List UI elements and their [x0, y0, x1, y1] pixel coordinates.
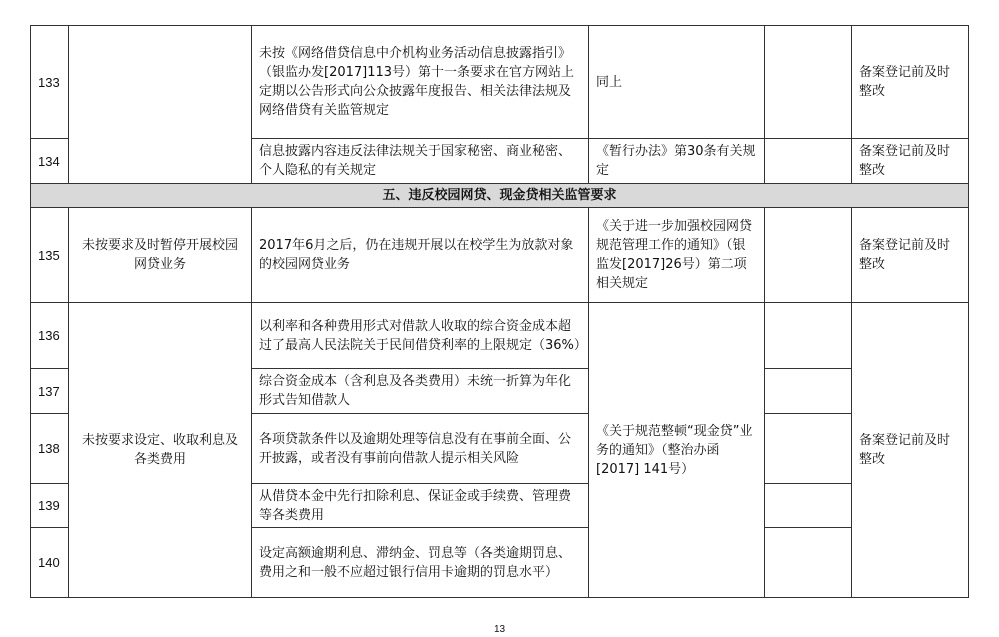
blank-cell	[765, 369, 852, 414]
content-cell: 信息披露内容违反法律法规关于国家秘密、商业秘密、个人隐私的有关规定	[252, 139, 589, 184]
blank-cell	[765, 528, 852, 598]
remedy-cell: 备案登记前及时整改	[852, 139, 969, 184]
content-cell: 设定高额逾期利息、滞纳金、罚息等（各类逾期罚息、费用之和一般不应超过银行信用卡逾期的罚息水平）	[252, 528, 589, 598]
basis-cell: 《暂行办法》第30条有关规定	[589, 139, 765, 184]
content-cell: 未按《网络借贷信息中介机构业务活动信息披露指引》（银监办发[2017]113号）第十一条要求在官方网站上定期以公告形式向公众披露年度报告、相关法律法规及网络借贷有关监管规定	[252, 26, 589, 139]
table-row	[31, 208, 969, 303]
row-number: 139	[31, 484, 69, 528]
row-number: 135	[31, 208, 69, 303]
table-row	[31, 26, 969, 139]
remedy-cell: 备案登记前及时整改	[852, 208, 969, 303]
category-cell: 未按要求设定、收取利息及各类费用	[69, 303, 252, 598]
blank-cell	[765, 208, 852, 303]
content-cell: 从借贷本金中先行扣除利息、保证金或手续费、管理费等各类费用	[252, 484, 589, 528]
row-number: 136	[31, 303, 69, 369]
page-number: 13	[493, 624, 506, 635]
blank-cell	[765, 139, 852, 184]
row-number: 140	[31, 528, 69, 598]
basis-cell: 《关于进一步加强校园网贷规范管理工作的通知》（银监发[2017]26号）第二项相关规定	[589, 208, 765, 303]
content-cell: 各项贷款条件以及逾期处理等信息没有在事前全面、公开披露，或者没有事前向借款人提示相关风险	[252, 414, 589, 484]
blank-cell	[765, 414, 852, 484]
section-title: 五、违反校园网贷、现金贷相关监管要求	[31, 184, 969, 208]
category-cell	[69, 26, 252, 184]
blank-cell	[765, 26, 852, 139]
basis-cell: 同上	[589, 26, 765, 139]
table-row	[31, 303, 969, 369]
content-cell: 综合资金成本（含利息及各类费用）未统一折算为年化形式告知借款人	[252, 369, 589, 414]
row-number: 137	[31, 369, 69, 414]
regulation-table	[30, 25, 969, 598]
basis-cell: 《关于规范整顿“现金贷”业务的通知》（整治办函[2017] 141号）	[589, 303, 765, 598]
row-number: 134	[31, 139, 69, 184]
section-row	[31, 184, 969, 208]
content-cell: 2017年6月之后，仍在违规开展以在校学生为放款对象的校园网贷业务	[252, 208, 589, 303]
row-number: 133	[31, 26, 69, 139]
row-number: 138	[31, 414, 69, 484]
content-cell: 以利率和各种费用形式对借款人收取的综合资金成本超过了最高人民法院关于民间借贷利率的上限规定（36%）	[252, 303, 589, 369]
blank-cell	[765, 484, 852, 528]
remedy-cell: 备案登记前及时整改	[852, 26, 969, 139]
category-cell: 未按要求及时暂停开展校园网贷业务	[69, 208, 252, 303]
blank-cell	[765, 303, 852, 369]
remedy-cell: 备案登记前及时整改	[852, 303, 969, 598]
